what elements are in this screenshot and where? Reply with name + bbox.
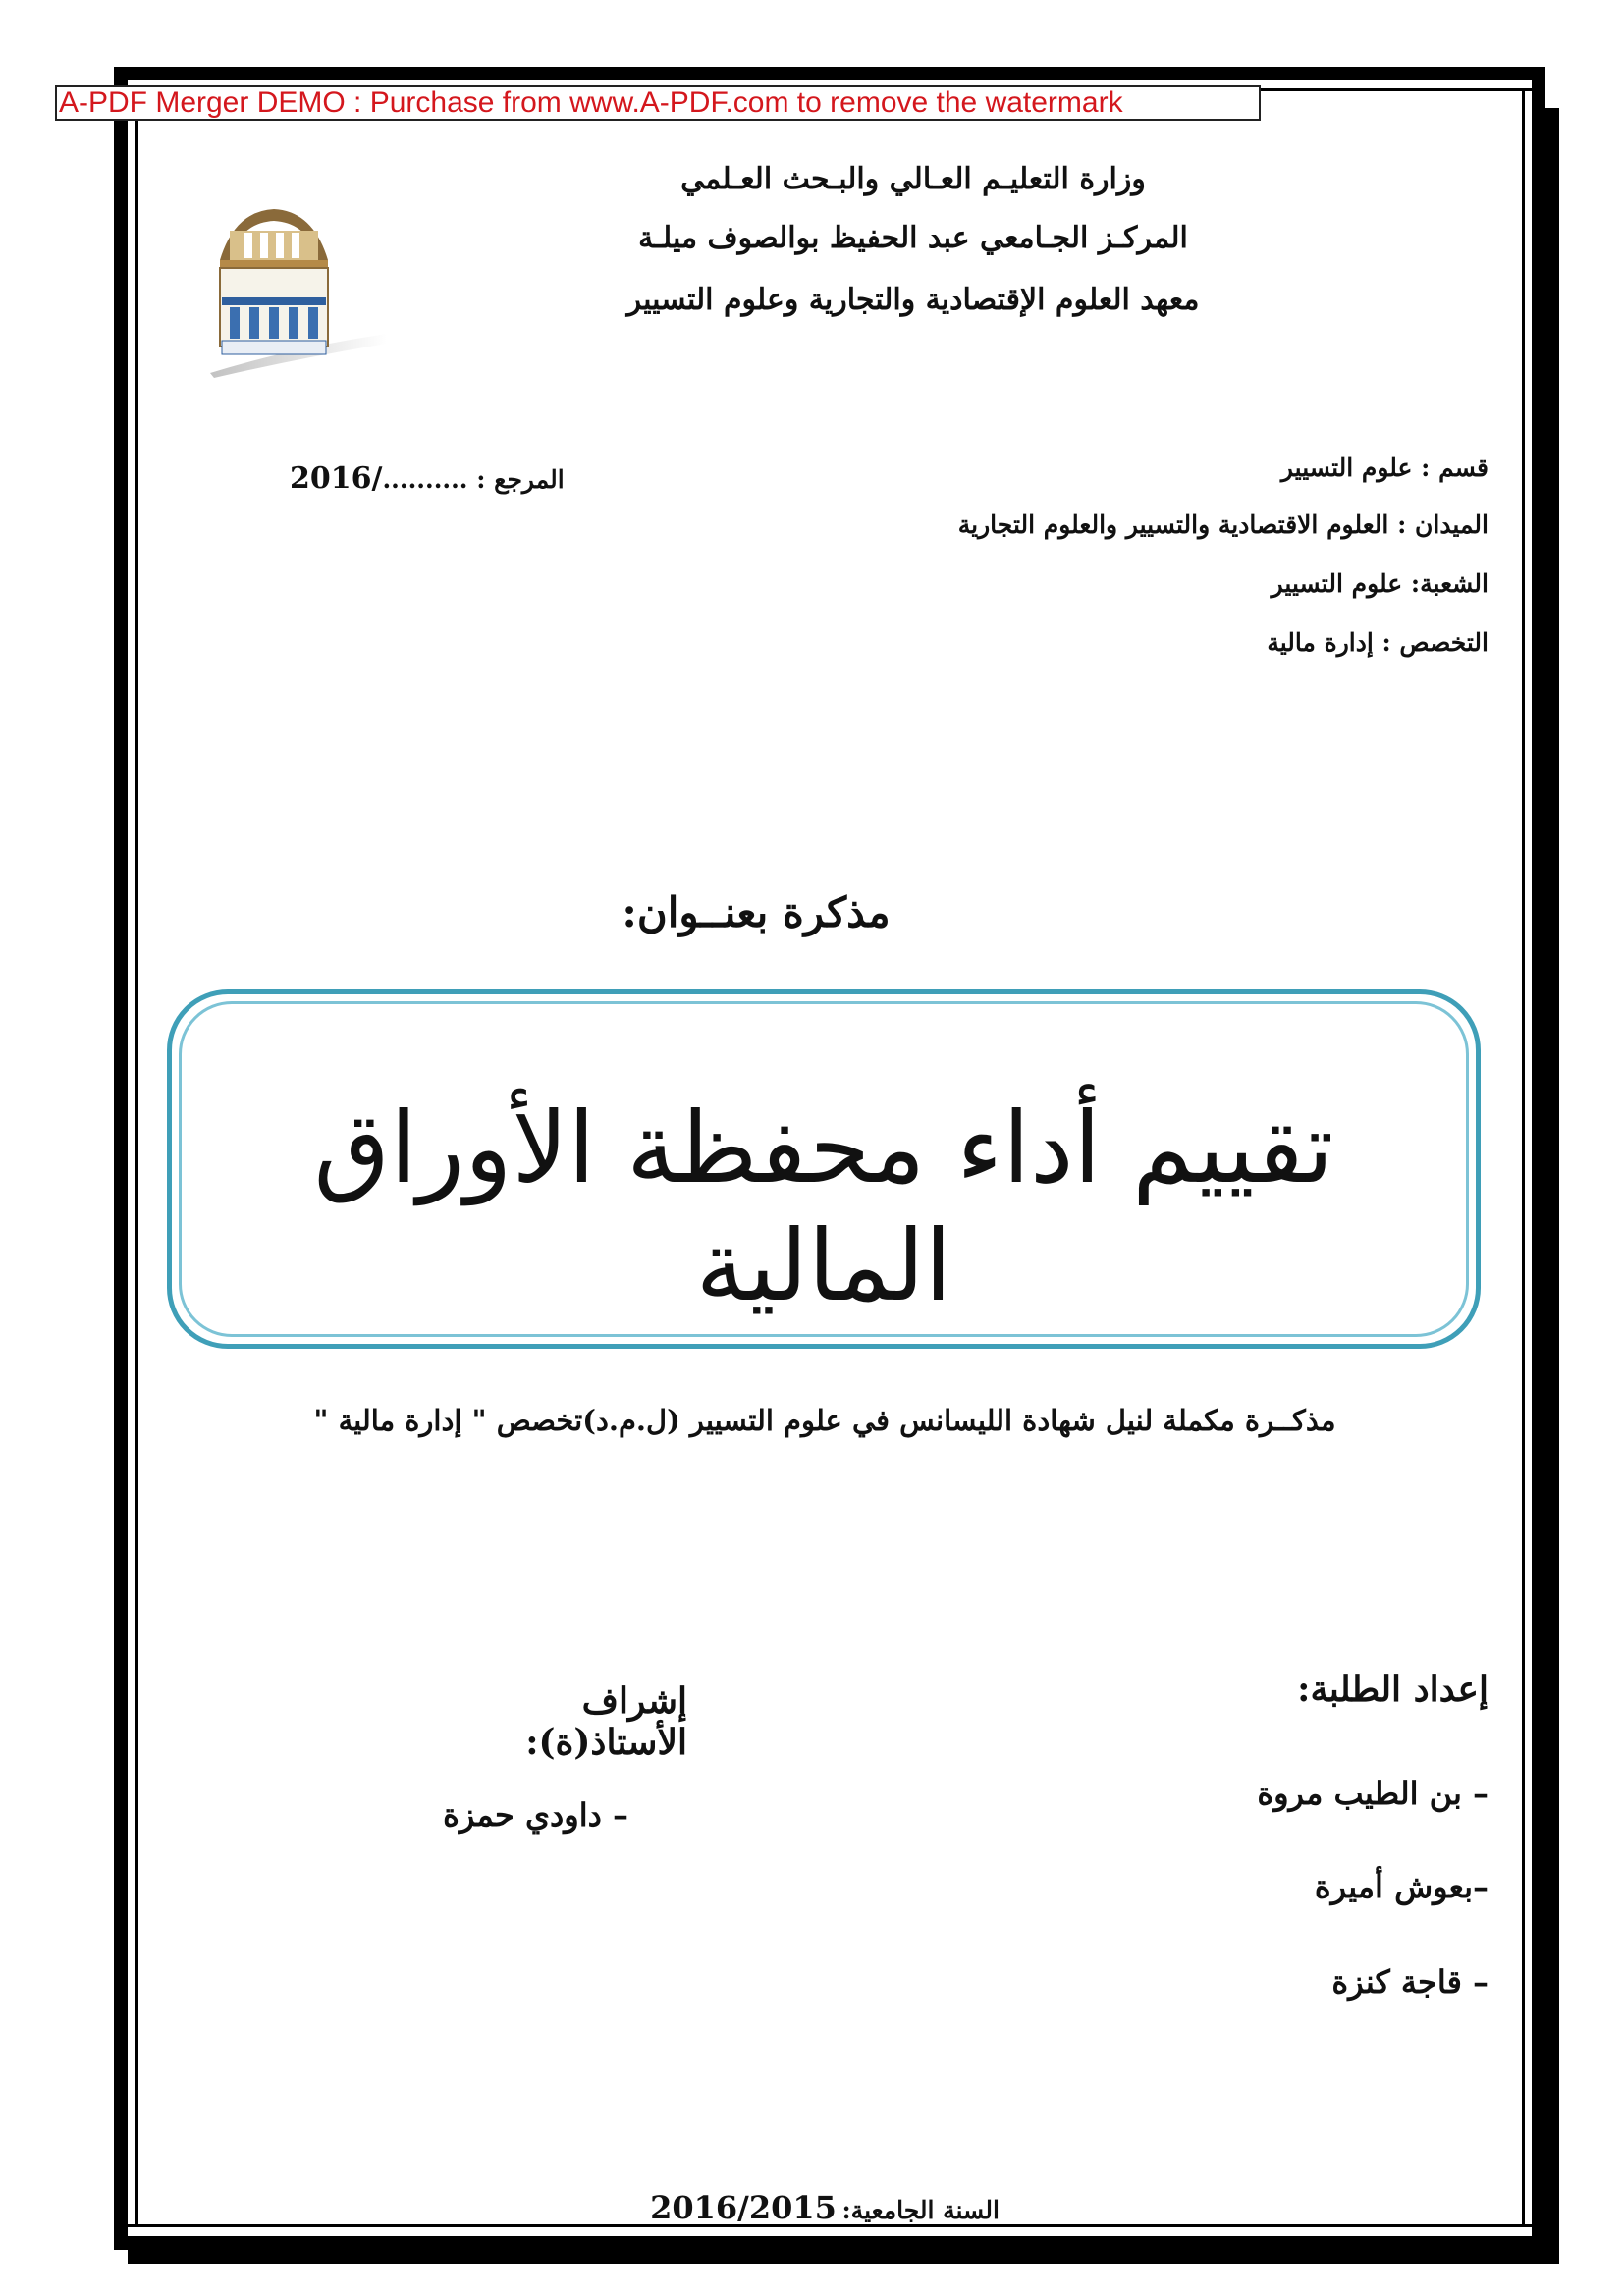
specialty-line: التخصص : إدارة مالية xyxy=(1267,628,1489,657)
thesis-subtitle: مذكــرة مكملة لنيل شهادة الليسانس في علوم التسيير (ل.م.د)تخصص " إدارة مالية " xyxy=(313,1404,1336,1437)
ministry-line: وزارة التعليـم العـالي والبـحث العـلمي xyxy=(680,162,1146,196)
watermark-banner: A-PDF Merger DEMO : Purchase from www.A-PDF.com to remove the watermark xyxy=(55,85,1261,121)
memo-label: مذكرة بعنــوان: xyxy=(622,888,891,936)
students-heading: إعداد الطلبة: xyxy=(1297,1669,1489,1710)
university-logo xyxy=(200,201,387,378)
page-frame-bottom-shadow xyxy=(128,2250,1559,2264)
reference-year: /2016 xyxy=(290,461,383,496)
page-frame-bottom xyxy=(114,2236,1545,2250)
student-name: – قاجة كنزة xyxy=(1331,1963,1489,2001)
page-frame-top xyxy=(114,67,1545,80)
field-line: الميدان : العلوم الاقتصادية والتسيير والعلوم التجارية xyxy=(957,510,1489,539)
academic-year-value: 2016/2015 xyxy=(650,2189,837,2226)
university-center-line: المركـز الجـامعي عبد الحفيظ بوالصوف ميلـة xyxy=(638,221,1188,255)
reference-line xyxy=(290,461,604,496)
thesis-title: تقييم أداء محفظة الأوراق المالية xyxy=(313,1091,1334,1323)
page-frame-right-inner xyxy=(1522,88,1525,2227)
student-name: –بعوش أميرة xyxy=(1314,1868,1489,1905)
academic-year-label: السنة الجامعية: xyxy=(841,2196,1000,2224)
supervisor-name: – داودي حمزة xyxy=(443,1796,628,1834)
page-frame-right-shadow xyxy=(1545,108,1559,2264)
student-name: – بن الطيب مروة xyxy=(1257,1775,1489,1812)
university-building-logo-icon xyxy=(200,201,387,378)
page-frame-left xyxy=(114,67,128,2250)
page-frame-left-inner xyxy=(135,88,138,2227)
institute-line: معهد العلوم الإقتصادية والتجارية وعلوم التسيير xyxy=(626,283,1200,317)
supervisor-heading: إشراف الأستاذ(ة): xyxy=(525,1681,687,1763)
branch-line: الشعبة: علوم التسيير xyxy=(1271,569,1489,598)
reference-label: المرجع : .......... xyxy=(382,465,565,494)
page-frame-right xyxy=(1532,67,1545,2250)
academic-year xyxy=(589,2189,1060,2226)
department-line: قسم : علوم التسيير xyxy=(1280,454,1489,482)
